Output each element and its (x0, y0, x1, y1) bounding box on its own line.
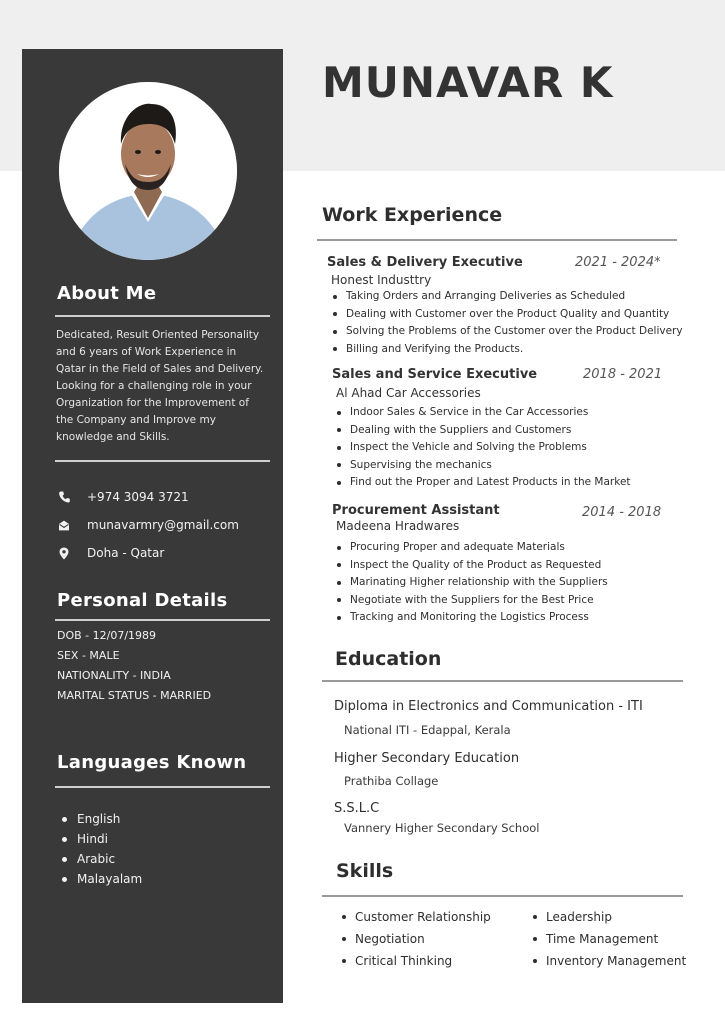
personal-marital-status: MARITAL STATUS - MARRIED (57, 689, 212, 702)
skill-item: Leadership (533, 906, 686, 928)
skill-item: Customer Relationship (342, 906, 491, 928)
skill-item: Critical Thinking (342, 950, 491, 972)
personal-details-heading: Personal Details (57, 590, 228, 611)
sidebar (22, 49, 283, 1003)
contact-email (58, 518, 239, 532)
about-divider (55, 315, 270, 317)
location-text: Doha - Qatar (87, 546, 165, 560)
candidate-name: MUNAVAR K (322, 58, 614, 107)
job-years: 2014 - 2018 (582, 505, 662, 520)
personal-sex: SEX - MALE (57, 649, 120, 662)
education-degree: Diploma in Electronics and Communication - ITI (334, 699, 643, 714)
job-years: 2018 - 2021 (583, 367, 663, 382)
education-heading: Education (335, 648, 442, 670)
job-duty: Negotiate with the Suppliers for the Best Price (337, 592, 608, 610)
job-duty: Procuring Proper and adequate Materials (337, 539, 608, 557)
education-institution: Vannery Higher Secondary School (344, 821, 540, 835)
contact-phone (58, 490, 189, 504)
location-pin-icon (58, 546, 70, 560)
language-item: English (62, 809, 142, 829)
skill-item: Inventory Management (533, 950, 686, 972)
job-duties-list (333, 288, 683, 358)
languages-heading: Languages Known (57, 752, 247, 773)
profile-photo-illustration (59, 82, 237, 260)
job-duty: Taking Orders and Arranging Deliveries as Scheduled (333, 288, 683, 306)
language-item: Arabic (62, 849, 142, 869)
email-address: munavarmry@gmail.com (87, 518, 239, 532)
phone-number: +974 3094 3721 (87, 490, 189, 504)
job-duty: Tracking and Monitoring the Logistics Process (337, 609, 608, 627)
job-duty: Solving the Problems of the Customer over the Product Delivery (333, 323, 683, 341)
personal-details-divider (55, 619, 270, 621)
work-experience-heading: Work Experience (322, 204, 503, 226)
about-heading: About Me (57, 283, 157, 304)
job-duty: Find out the Proper and Latest Products in the Market (337, 474, 631, 492)
job-title: Procurement Assistant (332, 503, 500, 518)
phone-icon (58, 490, 70, 504)
job-title: Sales and Service Executive (332, 367, 538, 382)
personal-nationality: NATIONALITY - INDIA (57, 669, 171, 682)
job-duties-list (337, 539, 608, 627)
skill-item: Negotiation (342, 928, 491, 950)
job-company: Al Ahad Car Accessories (336, 386, 481, 400)
skills-divider (322, 895, 683, 897)
education-institution: National ITI - Edappal, Kerala (344, 723, 511, 737)
job-duty: Billing and Verifying the Products. (333, 341, 683, 359)
job-duty: Inspect the Vehicle and Solving the Problems (337, 439, 631, 457)
about-text: Dedicated, Result Oriented Personality and 6 years of Work Experience in Qatar in the Field of Sales and Delivery. Looking for a challenging role in your Organization for the Improvement of the Company and Improve my knowledge and Skills. (56, 329, 264, 443)
job-duties-list (337, 404, 631, 492)
education-degree: S.S.L.C (334, 801, 380, 816)
work-experience-divider (317, 239, 677, 241)
job-company: Honest Industtry (331, 273, 432, 287)
job-duty: Indoor Sales & Service in the Car Accessories (337, 404, 631, 422)
job-duty: Inspect the Quality of the Product as Requested (337, 557, 608, 575)
education-divider (322, 680, 683, 682)
language-item: Hindi (62, 829, 142, 849)
skill-item: Time Management (533, 928, 686, 950)
language-item: Malayalam (62, 869, 142, 889)
job-company: Madeena Hradwares (336, 519, 460, 533)
contact-location (58, 546, 164, 560)
education-degree: Higher Secondary Education (334, 751, 520, 766)
languages-divider (55, 786, 270, 788)
contact-divider (55, 460, 270, 462)
job-title: Sales & Delivery Executive (327, 255, 523, 270)
profile-photo (59, 82, 237, 260)
languages-list (62, 809, 142, 889)
job-duty: Dealing with the Suppliers and Customers (337, 422, 631, 440)
skills-list-left (342, 906, 491, 972)
job-years: 2021 - 2024* (575, 255, 661, 270)
job-duty: Marinating Higher relationship with the Suppliers (337, 574, 608, 592)
skills-heading: Skills (336, 860, 394, 882)
education-institution: Prathiba Collage (344, 774, 439, 788)
skills-list-right (533, 906, 686, 972)
personal-dob: DOB - 12/07/1989 (57, 629, 157, 642)
job-duty: Dealing with Customer over the Product Quality and Quantity (333, 306, 683, 324)
job-duty: Supervising the mechanics (337, 457, 631, 475)
email-icon (58, 518, 70, 532)
